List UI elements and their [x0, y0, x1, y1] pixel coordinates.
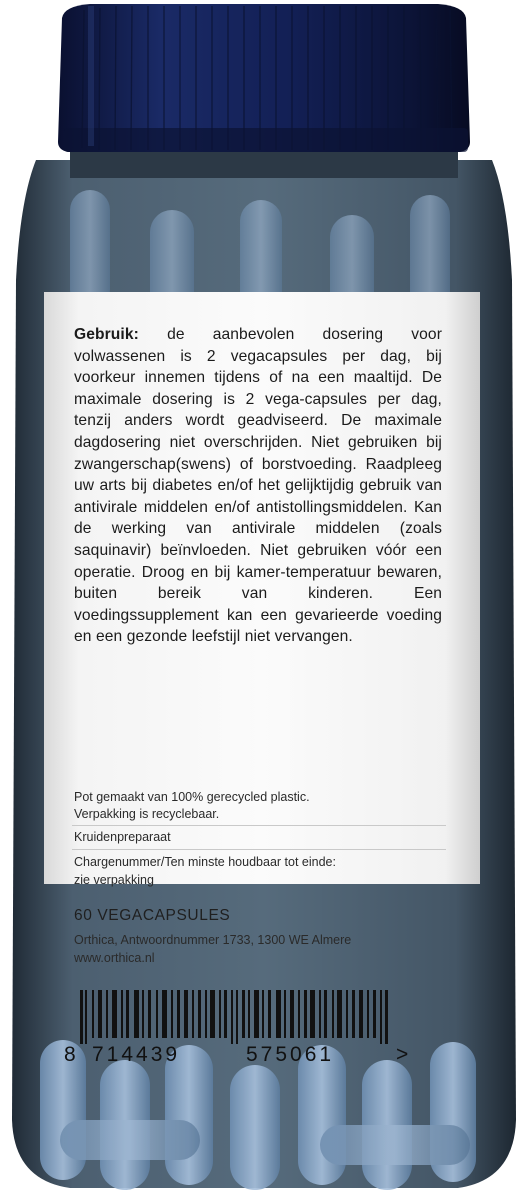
- company-website: www.orthica.nl: [74, 951, 155, 965]
- usage-text: de aanbevolen dosering voor volwassenen is 2 vegacapsules per dag, bij voorkeur innemen tijdens of na een maaltijd. De maximale dosering is 2 vega-capsules per dag, tenzij anders wordt geadviseerd. De maximale dagdosering niet overschrijden. Niet gebruiken bij zwangerschap(swens) of borstvoeding. Raadpleeg uw arts bij diabetes en/of het gelijktijdig gebruik van antivirale middelen en/of antistollingsmiddelen. Kan de werking van antivirale middelen (zoals saquinavir) beïnvloeden. Niet gebruiken vóór een operatie. Droog en bij kamer-temperatuur bewaren, buiten bereik van kinderen. Een voedingssupplement kan een gevarieerde voeding en een gezonde leefstijl niet vervangen.: [74, 326, 442, 646]
- company-address: Orthica, Antwoordnummer 1733, 1300 WE Almere: [74, 933, 352, 947]
- barcode-digit-suffix: >: [396, 1043, 412, 1066]
- product-label: [58, 292, 456, 887]
- recycle-line-1: Pot gemaakt van 100% gerecycled plastic.: [74, 790, 310, 804]
- batch-line-1: Chargenummer/Ten minste houdbaar tot einde:: [74, 855, 336, 869]
- divider: [72, 849, 446, 850]
- usage-instructions: [74, 324, 442, 648]
- category-label: Kruidenpreparaat: [74, 830, 171, 844]
- barcode-digit-prefix: 8: [64, 1043, 79, 1066]
- batch-line-2: zie verpakking: [74, 873, 154, 887]
- divider: [72, 825, 446, 826]
- barcode-digit-group-1: 714439: [92, 1043, 181, 1066]
- barcode-digit-group-2: 575061: [246, 1043, 335, 1066]
- usage-heading: Gebruik:: [74, 326, 139, 343]
- recycle-line-2: Verpakking is recyclebaar.: [74, 807, 220, 821]
- capsule-count: 60 VEGACAPSULES: [74, 907, 231, 924]
